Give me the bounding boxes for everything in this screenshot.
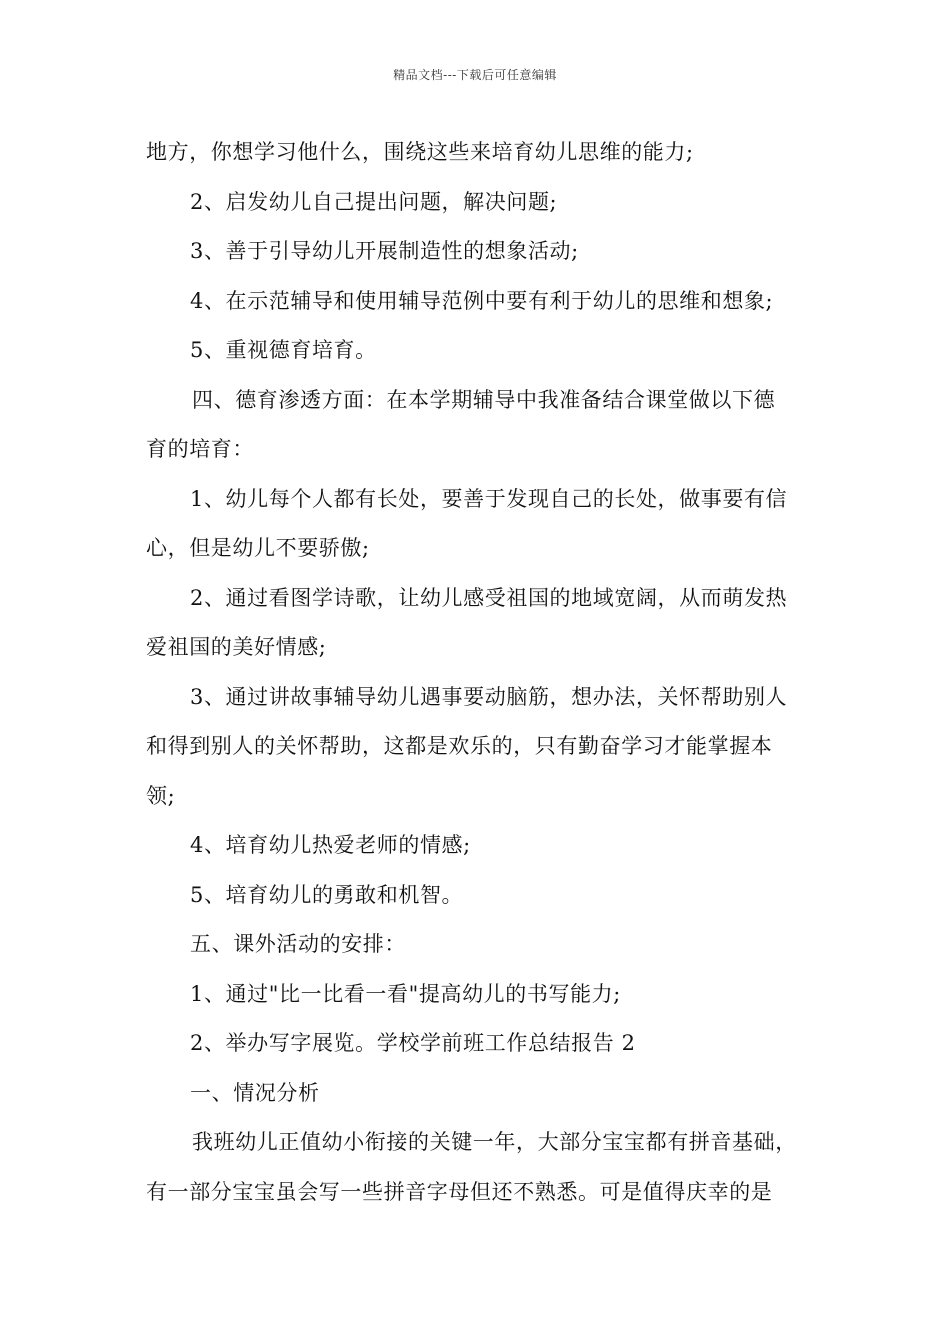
section-heading: 一、情况分析 — [190, 1080, 320, 1105]
list-item: 5、培育幼儿的勇敢和机智。 — [190, 882, 464, 907]
paragraph-line: 和得到别人的关怀帮助，这都是欢乐的，只有勤奋学习才能掌握本 — [146, 734, 773, 758]
paragraph-line: 育的培育： — [146, 437, 254, 461]
paragraph-line: 有一部分宝宝虽会写一些拼音字母但还不熟悉。可是值得庆幸的是 — [146, 1179, 773, 1204]
list-item: 2、通过看图学诗歌，让幼儿感受祖国的地域宽阔，从而萌发热 — [190, 585, 788, 610]
paragraph-line: 爱祖国的美好情感; — [146, 635, 327, 659]
list-item: 1、幼儿每个人都有长处，要善于发现自己的长处，做事要有信 — [190, 486, 788, 511]
section-heading: 四、德育渗透方面：在本学期辅导中我准备结合课堂做以下德 — [192, 387, 776, 412]
paragraph-line: 领; — [146, 783, 176, 808]
list-item: 2、启发幼儿自己提出问题，解决问题; — [190, 189, 558, 214]
list-item: 2、举办写字展览。学校学前班工作总结报告 2 — [190, 1031, 636, 1055]
page-header: 精品文档---下载后可任意编辑 — [393, 68, 557, 82]
section-heading: 五、课外活动的安排： — [190, 932, 406, 956]
paragraph-line: 心，但是幼儿不要骄傲; — [146, 536, 370, 560]
paragraph-line: 我班幼儿正值幼小衔接的关键一年，大部分宝宝都有拼音基础， — [192, 1130, 797, 1154]
list-item: 1、通过"比一比看一看"提高幼儿的书写能力; — [190, 981, 621, 1006]
document-body — [146, 128, 836, 1217]
paragraph-line: 地方，你想学习他什么，围绕这些来培育幼儿思维的能力; — [146, 140, 694, 164]
list-item: 5、重视德育培育。 — [190, 338, 377, 362]
list-item: 4、培育幼儿热爱老师的情感; — [190, 833, 471, 857]
list-item: 3、善于引导幼儿开展制造性的想象活动; — [190, 239, 579, 263]
list-item: 3、通过讲故事辅导幼儿遇事要动脑筋，想办法，关怀帮助别人 — [190, 684, 788, 709]
list-item: 4、在示范辅导和使用辅导范例中要有利于幼儿的思维和想象; — [190, 288, 774, 313]
